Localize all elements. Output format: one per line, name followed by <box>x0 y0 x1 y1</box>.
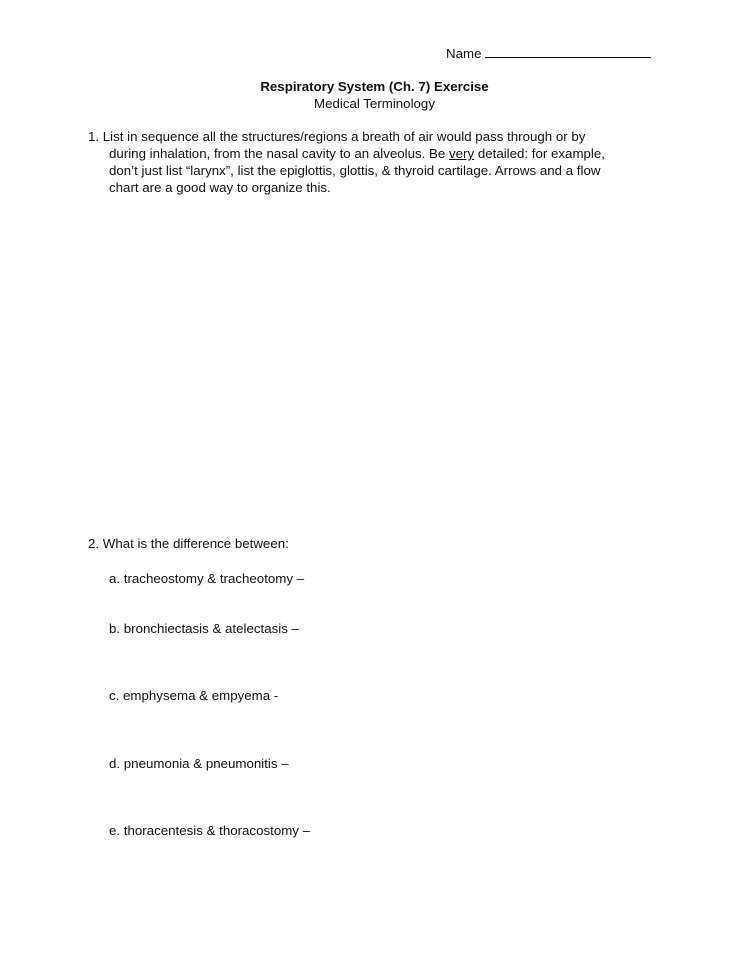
question-2-item-b: b. bronchiectasis & atelectasis – <box>109 621 299 636</box>
question-1-line-2-start: during inhalation, from the nasal cavity to an alveolus. Be <box>109 146 450 161</box>
question-2-prompt: 2. What is the difference between: <box>88 536 289 551</box>
question-1-line-2 <box>88 145 668 162</box>
name-field <box>446 44 651 62</box>
worksheet-title: Respiratory System (Ch. 7) Exercise <box>260 79 489 94</box>
question-2-item-e: e. thoracentesis & thoracostomy – <box>109 823 311 838</box>
name-label: Name <box>446 46 482 61</box>
question-1-line-4: chart are a good way to organize this. <box>109 180 331 195</box>
worksheet-subtitle: Medical Terminology <box>314 96 435 111</box>
question-1-line-1: 1. List in sequence all the structures/regions a breath of air would pass through or by <box>88 129 586 144</box>
name-blank-line[interactable] <box>485 44 651 58</box>
emphasis-very: very <box>449 146 475 161</box>
question-2-item-c: c. emphysema & empyema - <box>109 688 279 703</box>
question-2-item-d: d. pneumonia & pneumonitis – <box>109 756 289 771</box>
question-2-item-a: a. tracheostomy & tracheotomy – <box>109 571 305 586</box>
question-1-line-2-end: detailed: for example, <box>474 146 605 161</box>
question-1 <box>88 128 668 196</box>
question-1-line-3: don’t just list “larynx”, list the epiglottis, glottis, & thyroid cartilage. Arrows and a flow <box>109 163 601 178</box>
